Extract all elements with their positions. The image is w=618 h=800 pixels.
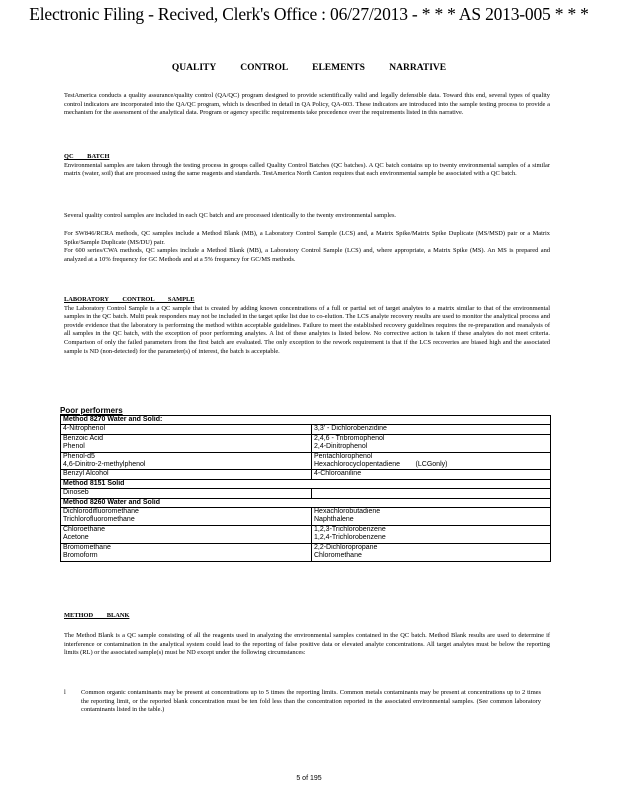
analyte: Acetone xyxy=(63,534,89,542)
table-cell xyxy=(61,452,312,470)
method-heading: Method 8151 Solid xyxy=(61,479,551,488)
analyte: 1,2,4-Trichlorobenzene xyxy=(314,534,386,542)
analyte: Dichlorodifluoromethane xyxy=(63,508,139,516)
intro-paragraph xyxy=(64,92,550,118)
bullet-text: Common organic contaminants may be present at concentrations up to 5 times the reporting limits. Common metals contaminants may be present at concentrations up to 2 times the reporting limit, or the reported blank concentration must be ten fold less than the concentration reported in the associated environmental samples. (See common laboratory contaminants listed in the table.) xyxy=(81,689,541,714)
analyte: Bromoform xyxy=(63,552,98,560)
table-cell xyxy=(312,425,551,434)
table-row xyxy=(61,416,551,425)
intro-text: TestAmerica conducts a quality assurance/quality control (QA/QC) program designed to provide scientifically valid and legally defensible data. Toward this end, several types of quality control indicators are incorporated into the QA/QC program, which is described in detail in QA Policy, QA-003. These indicators are introduced into the sample testing process to provide a mechanism for the assessment of the analytical data. Program or agency specific requirements take precedence over the requirements listed in this narrative. xyxy=(64,92,550,117)
analyte: Benzyl Alcohol xyxy=(63,470,109,478)
qc-batch-text-4: For 600 series/CWA methods, QC samples include a Method Blank (MB), a Laboratory Control Sample (LCS) and, where appropriate, a Matrix Spike (MS). An MS is prepared and analyzed at a 10% frequency for GC Methods and at a 5% frequency for GC/MS methods. xyxy=(64,247,550,263)
filing-header: Electronic Filing - Recived, Clerk's Office : 06/27/2013 - * * * AS 2013-005 * * * xyxy=(29,4,589,24)
analyte: Chloromethane xyxy=(314,552,362,560)
table-cell xyxy=(61,525,312,543)
analyte: Pentachlorophenol xyxy=(314,452,373,460)
qc-batch-methods xyxy=(64,230,550,264)
analyte: 4,6-Dinitro-2-methylphenol xyxy=(63,461,146,469)
analyte: Bromomethane xyxy=(63,543,111,551)
analyte: Phenol xyxy=(63,443,85,451)
table-cell xyxy=(61,489,312,498)
method-blank-heading xyxy=(64,612,550,621)
table-cell xyxy=(61,425,312,434)
analyte: Phenol-d5 xyxy=(63,452,95,460)
table-row xyxy=(61,434,551,452)
table-cell xyxy=(312,489,551,498)
analyte: 1,2,3-Trichlorobenzene xyxy=(314,525,386,533)
analyte: Benzoic Acid xyxy=(63,434,104,442)
table-row xyxy=(61,489,551,498)
qc-batch-paragraph-2 xyxy=(64,212,550,221)
table-cell xyxy=(61,543,312,561)
document-title: QUALITY CONTROL ELEMENTS NARRATIVE xyxy=(171,63,447,73)
lcs-section xyxy=(64,296,550,356)
qc-batch-section xyxy=(64,153,550,179)
table-cell xyxy=(312,470,551,479)
table-row xyxy=(61,508,551,526)
method-blank-paragraph xyxy=(64,632,550,658)
table-cell xyxy=(61,508,312,526)
lcs-text: The Laboratory Control Sample is a QC sample that is created by adding known concentrations of a full or partial set of target analytes to a matrix similar to that of the environmental samples in the QC batch. Multi peak responders may not be included in the target spike list due to co-elution. The LCS analyte recovery results are used to monitor the analytical process and provide evidence that the laboratory is performing the method within acceptable guidelines. Failure to meet the established recovery guidelines requires the re-preparation and reanalysis of all samples in the QC batch, with the exception of poor performing analytes. A list of these analytes is listed below. No corrective action is taken if these analytes do not meet criteria. Comparison of only the failed parameters from the first batch are evaluated. The only exception to the rework requirement is that if the LCS recoveries are biased high and the associated sample is ND (non-detected) for the parameter(s) of interest, the batch is acceptable. xyxy=(64,304,550,355)
analyte: Chloroethane xyxy=(63,525,106,533)
method-blank-text: The Method Blank is a QC sample consisting of all the reagents used in analyzing the environmental samples contained in the QC batch. Method Blank results are used to determine if interference or contamination in the analytical system could lead to the reporting of false positive data or elevated analyte concentrations. All target analytes must be below the reporting limits (RL) or the associated sample(s) must be ND except under the following circumstances: xyxy=(64,632,550,657)
poor-performers-title: Poor performers xyxy=(60,406,123,415)
method-blank-title: METHOD BLANK xyxy=(64,612,130,619)
analyte: Trichlorofluoromethane xyxy=(63,516,135,524)
table-cell xyxy=(312,543,551,561)
method-heading: Method 8260 Water and Solid xyxy=(61,498,551,507)
qc-batch-text-3: For SW846/RCRA methods, QC samples include a Method Blank (MB), a Laboratory Control Sample (LCS) and, a Matrix Spike/Matrix Spike Duplicate (MS/MSD) pair or a Matrix Spike/Sample Duplicate (MS/DU) pair. xyxy=(64,230,550,246)
analyte: Hexachlorocyclopentadiene (LCGonly) xyxy=(314,461,448,469)
analyte: 4-Chloroaniline xyxy=(314,470,362,478)
table-row xyxy=(61,479,551,488)
analyte: 4-Nitrophenol xyxy=(63,425,106,433)
qc-batch-title: QC BATCH xyxy=(64,153,110,160)
bullet-marker: l xyxy=(64,689,66,696)
analyte: Dinoseb xyxy=(63,489,89,497)
table-cell xyxy=(312,434,551,452)
analyte: 3,3' - Dichlorobenzidine xyxy=(314,425,387,433)
analyte: 2,4,6 - Tribromophenol xyxy=(314,434,385,442)
table-cell xyxy=(312,452,551,470)
analyte: Naphthalene xyxy=(314,516,354,524)
poor-performers-table xyxy=(60,415,551,562)
table-cell xyxy=(61,434,312,452)
qc-batch-text-2: Several quality control samples are included in each QC batch and are processed identically to the twenty environmental samples. xyxy=(64,212,397,219)
table-row xyxy=(61,452,551,470)
table-row xyxy=(61,498,551,507)
table-cell xyxy=(312,508,551,526)
table-row xyxy=(61,470,551,479)
table-row xyxy=(61,425,551,434)
page-number: 5 of 195 xyxy=(296,775,322,782)
table-cell xyxy=(312,525,551,543)
analyte: 2,2-Dichloropropane xyxy=(314,543,378,551)
analyte: Hexachlorobutadiene xyxy=(314,508,381,516)
table-row xyxy=(61,543,551,561)
method-heading: Method 8270 Water and Solid: xyxy=(61,416,551,425)
qc-batch-paragraph: Environmental samples are taken through the testing process in groups called Quality Control Batches (QC batches). A QC batch contains up to twenty environmental samples of a similar matrix (water, soil) that are processed using the same reagents and standards. TestAmerica North Canton requires that each environmental sample be associated with a QC batch. xyxy=(64,161,550,178)
lcs-title: LABORATORY CONTROL SAMPLE xyxy=(64,296,195,303)
analyte: 2,4-Dinitrophenol xyxy=(314,443,368,451)
table-row xyxy=(61,525,551,543)
table-cell xyxy=(61,470,312,479)
